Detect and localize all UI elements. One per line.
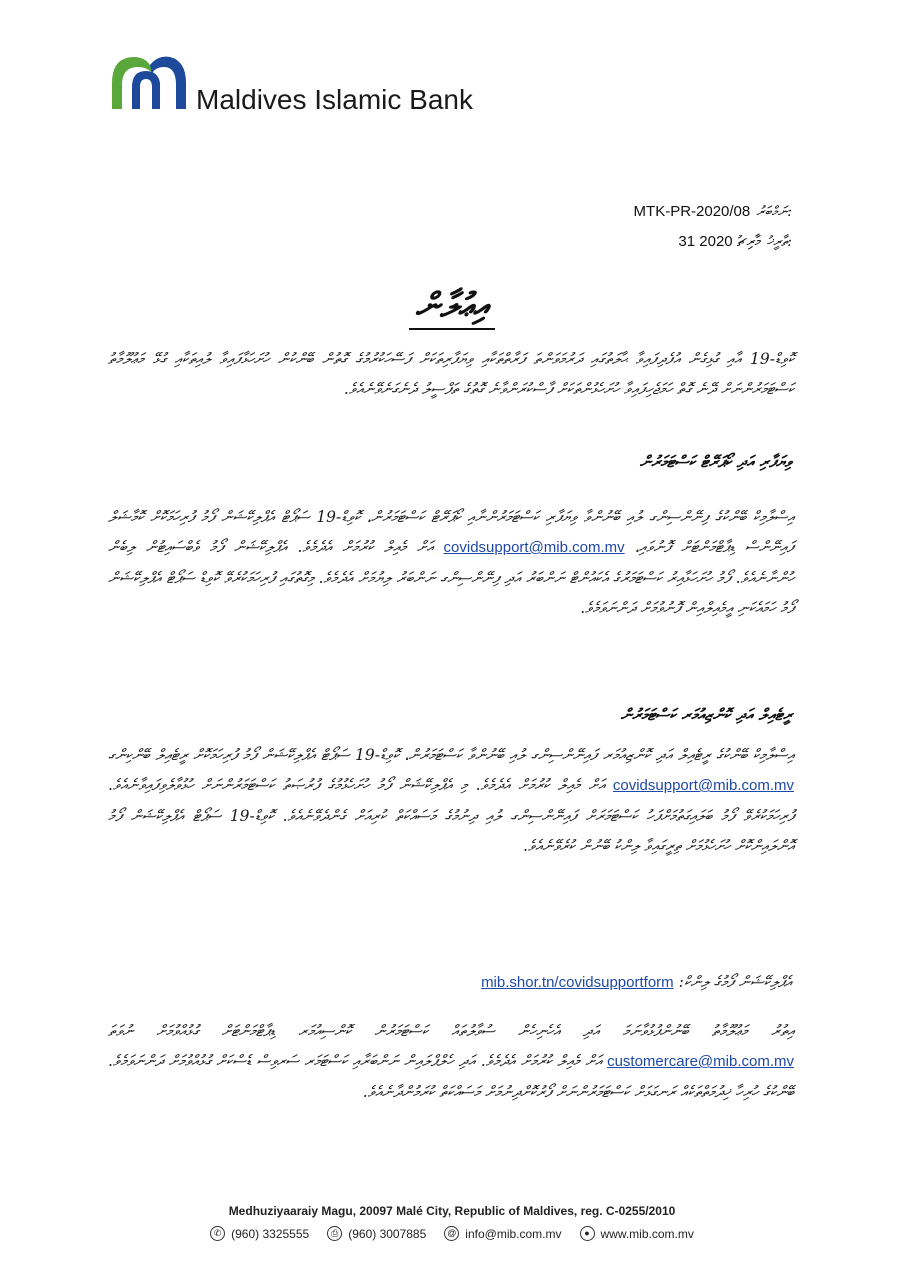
reference-date: 31 މާރިޗު 2020 — [678, 233, 761, 250]
reference-block — [634, 197, 792, 257]
reference-number: MTK-PR-2020/08 — [633, 203, 751, 220]
bank-name: Maldives Islamic Bank — [196, 84, 473, 115]
section2-text-cont: އަށް މެއިލް ކުރުމަށް އެދެމެވެ. މި އެޕްލިކޭޝަން ފޯމު ހުށަހެޅުމުގެ ފުރުޞަތު ކަސްޓަމަރުންނަށް ހުޅުވާލެވިފައިވާނެއެވެ. ފުރިހަމަކުރެވޭ ފޯމު ބަލައިގަތުމަށްފަހު ކަސްޓަމަރަށް ފައިނޭންސިންގ ލުއި ދިނުމުގެ މަސައްކަތް ކުރިއަށް ގެންދެވޭނެއެވެ. ކޮވިޑް-19 ސަޕޯޓް އެޕްލިކޭޝަން ފޯމު އޮންލައިންކޮށް ހުށަހެޅުމަށް ތިރީގައިވާ ލިންކު ބޭނުން ކުރެވޭނެއެވެ. — [108, 776, 794, 855]
footer-fax — [327, 1226, 426, 1241]
bank-logo — [110, 50, 500, 120]
globe-icon: ● — [580, 1226, 595, 1241]
footer-email — [444, 1226, 561, 1241]
form-link-line — [481, 973, 792, 992]
footer-web — [580, 1226, 694, 1241]
closing-text-cont: އަށް މެއިލް ކުރުމަށް އެދެމެވެ. އަދި ހެލްޕްލައިން ނަންބަރާއި ކަސްޓަމަރ ސަރވިސް ޑެސްކަށް ގުޅުއްވުމަށް ދަންނަވަމެވެ. ބޭންކުގެ ހުރިހާ ޚިދުމަތްތަކެއް ރަނގަޅަށް ކަސްޓަމަރުންނަށް ފޯރުކޮށްދިނުމަށް މަސައްކަތް ކުރަމުންދާނެއެވެ. — [108, 1052, 794, 1101]
section1-heading: ވިޔަފާރި އަދި ކޯޕަރޭޓް ކަސްޓަމަރުން — [639, 452, 792, 471]
section2-paragraph — [108, 740, 794, 861]
footer-phone-text: (960) 3325555 — [231, 1226, 310, 1241]
closing-email-link[interactable]: customercare@mib.com.mv — [607, 1053, 794, 1070]
section1-text: އިސްލާމިކް ބޭންކުގެ ފިނޭންސިންގ ލުއި ބޭނުންވާ ވިޔަފާރި ކަސްޓަމަރުންނާއި ކޯޕަރޭޓް ކަސްޓަމަރުން، ކޮވިޑް-19 ސަޕޯޓް އެޕްލިކޭޝަން ފޯމު ފުރިހަމަކޮށް ކޮމާޝަލް ފައިނޭންސް ޑިޕާޓްމަންޓަށް ފޮނުވައި، — [108, 508, 794, 556]
footer-address: Medhuziyaaraiy Magu, 20097 Malé City, Republic of Maldives, reg. C-0255/2010 — [228, 1204, 676, 1218]
form-link[interactable]: mib.shor.tn/covidsupportform — [481, 974, 674, 991]
reference-label: ނަމްބަރު: — [756, 204, 792, 220]
bank-logo-mark — [110, 53, 188, 111]
closing-text: އިތުރު މަޢުލޫމާތު ބޭނުންފުޅުވާނަމަ އަދި އެހެނިހެން ސުވާލުތައް ކަސްޓަމަރުން ކޮންސިއުމަރ ޑިޕާޓްމަންޓަށް ގުޅުއްވުމަށް ނުވަތަ — [108, 1022, 794, 1040]
closing-paragraph — [108, 1016, 794, 1107]
email-icon: @ — [444, 1226, 459, 1241]
footer-email-text[interactable]: info@mib.com.mv — [465, 1226, 562, 1241]
page-title-text: އިޢުލާން — [409, 286, 494, 330]
footer-web-text[interactable]: www.mib.com.mv — [600, 1226, 694, 1241]
phone-icon: ✆ — [210, 1226, 225, 1241]
form-link-label: އެޕްލިކޭޝަން ފޯމުގެ ލިންކް: — [678, 973, 792, 991]
intro-paragraph: ކޮވިޑް-19 އާއި ގުޅިގެން އުފެދިފައިވާ ޙާލަތުގައި ދަރުމަވަންތަ ފަރާތްތަކާއި ވިޔަފާރިތަކަށް ފަސޭހަކުރުމުގެ ގޮތުން ބޭންކުން ހުށަހަޅާފައިވާ ލުއިތަކާއި ގުޅޭ މަޢުލޫމާތު ކަސްޓަމަރުންނަށް ދޭނެ ގޮތް ހަމަޖެހިފައިވާ ހުށަހެޅުންތަކަށް ފާސްކުރަންވާނެ ގޮތުގެ ތަފްސީލު ދެނެގަނެވޭނެއެވެ. — [108, 350, 794, 398]
section2-text: އިސްލާމިކް ބޭންކުގެ ރީޓެއިލް އަދި ކޮންޒިއުމަރ ފައިނޭންސިންގ ލުއި ބޭނުންވާ ކަސްޓަމަރުން، ކޮވިޑް-19 ސަޕޯޓް އެޕްލިކޭޝަން ފޯމު ފުރިހަމަކޮށް ރީޓެއިލް ބޭންކިންގ — [108, 746, 794, 764]
section2-email-link[interactable]: covidsupport@mib.com.mv — [612, 777, 794, 794]
section1-paragraph — [108, 502, 794, 623]
date-label: ތާރީޚު: — [766, 234, 792, 250]
section1-email-link[interactable]: covidsupport@mib.com.mv — [443, 539, 625, 556]
fax-icon: ⎙ — [327, 1226, 342, 1241]
footer-phone — [210, 1226, 309, 1241]
page-title — [0, 286, 904, 330]
footer-fax-text: (960) 3007885 — [348, 1226, 427, 1241]
footer-contacts — [0, 1226, 904, 1241]
section2-heading: ރީޓެއިލް އަދި ކޮންޒިއުމަރ ކަސްޓަމަރުން — [620, 705, 792, 724]
section1-text-cont: އަށް މެއިލް ކުރުމަށް އެދެމެވެ. އެޕްލިކޭޝަން ފޯމު ވެބްސައިޓުން ލިބެން ހުންނާނެއެވެ. ފޯމު ހުށަހަޅާއިރު ކަސްޓަމަރުގެ އެކައުންޓް ނަންބަރު އަދި ފިނޭންސިންގ ނަންބަރު ލިޔުމަށް އެދެމެވެ. މިގޮތުގައި ފުރިހަމަކުރެވޭ ކޮވިޑް ސަޕޯޓް އެޕްލިކޭޝަން ފޯމު ހަމައެކަނި އީމެއިލްއިން ފޮނުވުމަށް ދަންނަވަމެވެ. — [108, 538, 794, 617]
